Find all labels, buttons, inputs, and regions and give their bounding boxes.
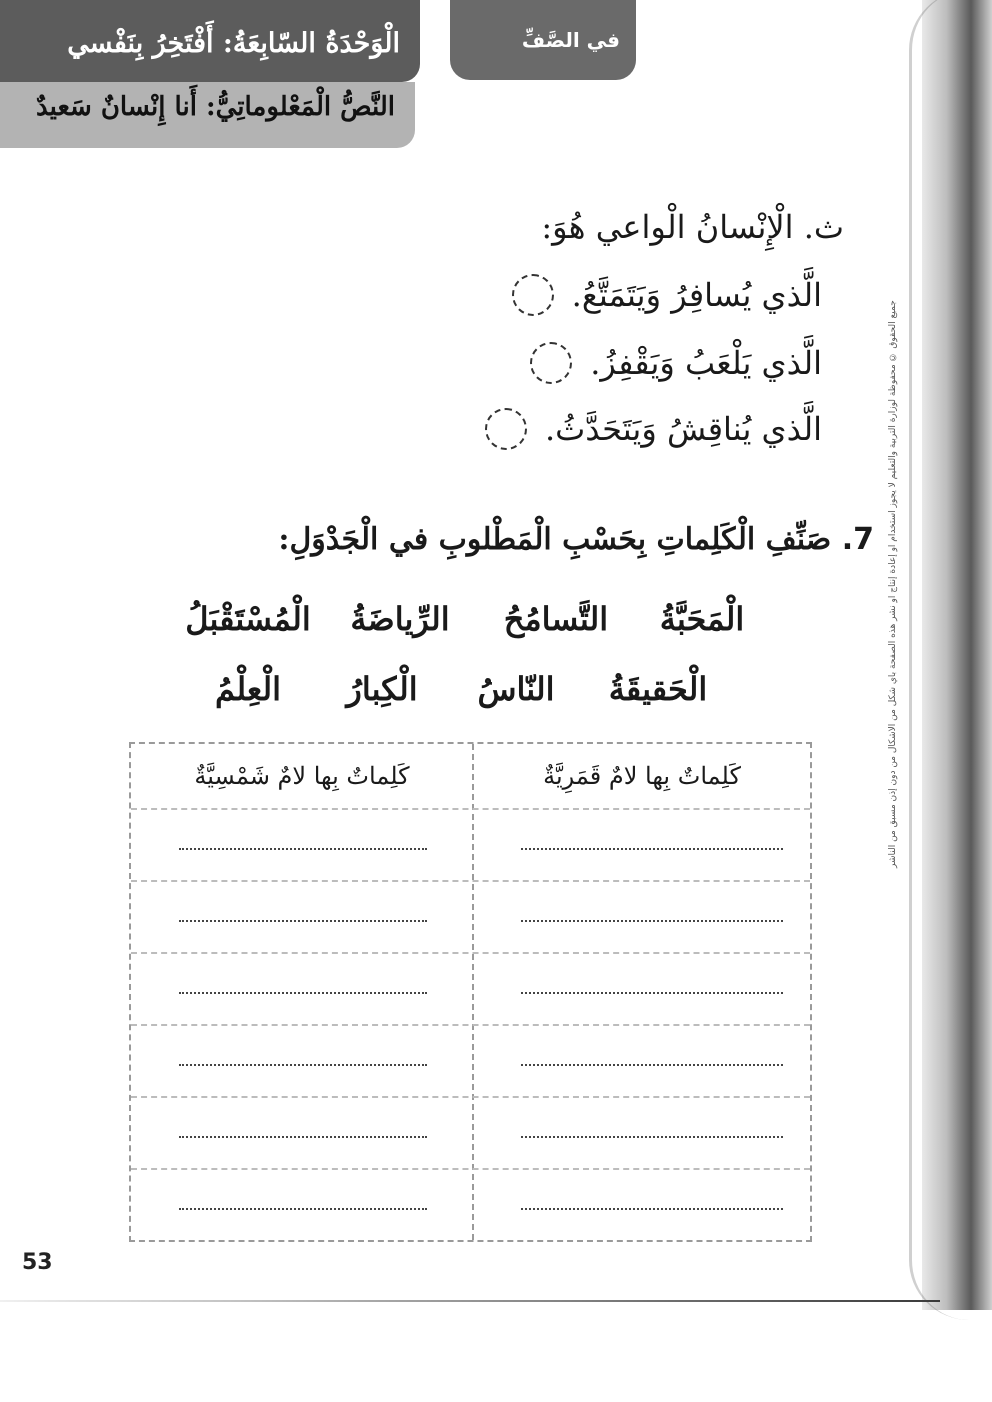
table-header-sun-letters: كَلِماتٌ بِها لامٌ شَمْسِيَّةٌ xyxy=(194,762,410,790)
question-7-number: 7. xyxy=(841,522,874,557)
table-row-divider xyxy=(131,1024,810,1026)
classification-table xyxy=(129,742,812,1242)
answer-line-sun[interactable] xyxy=(179,992,427,994)
option-2-radio[interactable] xyxy=(530,342,572,384)
option-1-radio[interactable] xyxy=(512,274,554,316)
word-bank-item: الرِّياضَةُ xyxy=(350,600,450,638)
word-bank-item: الْمَحَبَّةُ xyxy=(659,600,745,638)
option-3-radio[interactable] xyxy=(485,408,527,450)
table-row-divider xyxy=(131,952,810,954)
option-2[interactable] xyxy=(530,342,822,384)
table-row-divider xyxy=(131,808,810,810)
answer-line-sun[interactable] xyxy=(179,1136,427,1138)
table-row-divider xyxy=(131,880,810,882)
answer-line-moon[interactable] xyxy=(521,848,783,850)
answer-line-sun[interactable] xyxy=(179,920,427,922)
table-row-divider xyxy=(131,1096,810,1098)
table-header-moon-letters: كَلِماتٌ بِها لامٌ قَمَرِيَّةٌ xyxy=(543,762,741,790)
option-3[interactable] xyxy=(485,408,822,450)
word-bank-item: النّاسُ xyxy=(477,670,555,708)
question-tha-prompt: ث. الْإِنْسانُ الْواعي هُوَ: xyxy=(541,208,844,246)
option-1-text: الَّذي يُسافِرُ وَيَتَمَتَّعُ. xyxy=(571,276,822,314)
answer-line-moon[interactable] xyxy=(521,1136,783,1138)
answer-line-moon[interactable] xyxy=(521,1208,783,1210)
word-bank-item: الْعِلْمُ xyxy=(215,670,281,708)
word-bank-item: الْكِبارُ xyxy=(346,670,418,708)
answer-line-sun[interactable] xyxy=(179,1064,427,1066)
table-column-divider xyxy=(472,744,474,1240)
word-bank-item: الْمُسْتَقْبَلُ xyxy=(185,600,311,638)
answer-line-sun[interactable] xyxy=(179,1208,427,1210)
text-title: النَّصُّ الْمَعْلوماتِيُّ: أَنا إِنْسانٌ سَعيدٌ xyxy=(35,92,395,122)
table-row-divider xyxy=(131,1168,810,1170)
question-7-prompt: صَنِّفِ الْكَلِماتِ بِحَسْبِ الْمَطْلوبِ في الْجَدْوَلِ: xyxy=(278,522,832,557)
answer-line-moon[interactable] xyxy=(521,992,783,994)
page-bottom-edge xyxy=(0,1300,940,1302)
option-2-text: الَّذي يَلْعَبُ وَيَقْفِزُ. xyxy=(590,344,822,382)
copyright-side-note: جميع الحقوق © محفوظة لوزارة التربية والتعليم لا يجوز استخدام أو إعادة إنتاج أو نشر هذه الصفحة بأي شكل من الأشكال من دون إذن مسبق من الناشر xyxy=(888,300,898,868)
answer-line-sun[interactable] xyxy=(179,848,427,850)
question-7 xyxy=(278,522,874,557)
page-number: 53 xyxy=(22,1250,53,1275)
in-class-tab-label: في الصَّفِّ xyxy=(521,28,620,52)
option-1[interactable] xyxy=(512,274,822,316)
answer-line-moon[interactable] xyxy=(521,1064,783,1066)
word-bank-item: الْحَقيقَةُ xyxy=(608,670,708,708)
option-3-text: الَّذي يُناقِشُ وَيَتَحَدَّثُ. xyxy=(545,410,822,448)
word-bank-item: التَّسامُحُ xyxy=(503,600,609,638)
answer-line-moon[interactable] xyxy=(521,920,783,922)
book-spine-curve xyxy=(909,0,992,1320)
unit-title: الْوَحْدَةُ السّابِعَةُ: أَفْتَخِرُ بِنَفْسي xyxy=(67,28,400,59)
